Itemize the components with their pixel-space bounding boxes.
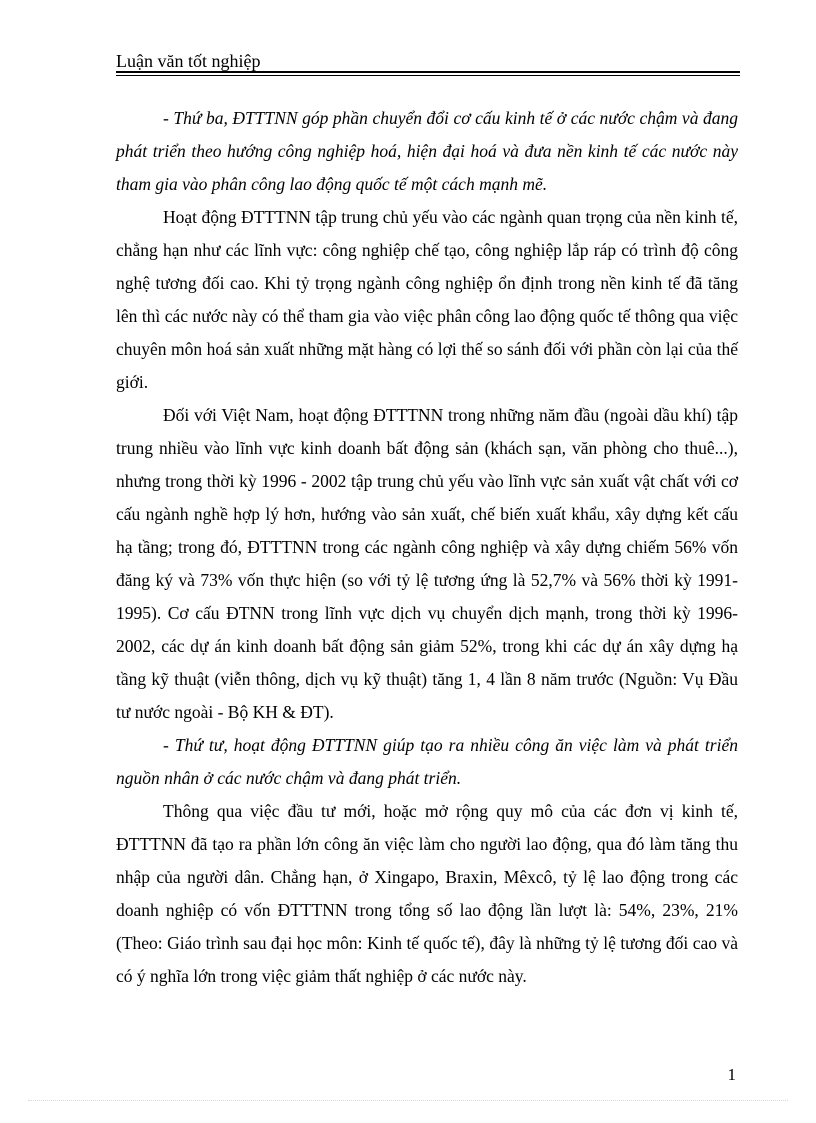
paragraph-third-point: - Thứ ba, ĐTTTNN góp phần chuyển đổi cơ cấu kinh tế ở các nước chậm và đang phát triển theo hướng công nghiệp hoá, hiện đại hoá và đưa nền kinh tế các nước này tham gia vào phân công lao động quốc tế một cách mạnh mẽ. — [116, 108, 738, 194]
paragraph-industry-focus: Hoạt động ĐTTTNN tập trung chủ yếu vào các ngành quan trọng của nền kinh tế, chẳng hạn như các lĩnh vực: công nghiệp chế tạo, công nghiệp lắp ráp có trình độ công nghệ tương đối cao. Khi tỷ trọng ngành công nghiệp ổn định trong nền kinh tế đã tăng lên thì các nước này có thể tham gia vào việc phân công lao động quốc tế thông qua việc chuyên môn hoá sản xuất những mặt hàng có lợi thế so sánh đối với phần còn lại của thế giới. — [116, 207, 738, 392]
header-title: Luận văn tốt nghiệp — [116, 51, 261, 71]
footer-divider — [28, 1100, 788, 1101]
paragraph-fourth-point: - Thứ tư, hoạt động ĐTTTNN giúp tạo ra nhiều công ăn việc làm và phát triển nguồn nhân ở các nước chậm và đang phát triển. — [116, 735, 738, 788]
header-rule-thick — [116, 71, 740, 73]
header-rule-thin — [116, 75, 740, 76]
page-header — [116, 50, 740, 74]
paragraph-vietnam: Đối với Việt Nam, hoạt động ĐTTTNN trong những năm đầu (ngoài dầu khí) tập trung nhiều vào lĩnh vực kinh doanh bất động sản (khách sạn, văn phòng cho thuê...), nhưng trong thời kỳ 1996 - 2002 tập trung chủ yếu vào lĩnh vực sản xuất vật chất với cơ cấu ngành nghề hợp lý hơn, hướng vào sản xuất, chế biến xuất khẩu, xây dựng kết cấu hạ tầng; trong đó, ĐTTTNN trong các ngành công nghiệp và xây dựng chiếm 56% vốn đăng ký và 73% vốn thực hiện (so với tỷ lệ tương ứng là 52,7% và 56% thời kỳ 1991-1995). Cơ cấu ĐTNN trong lĩnh vực dịch vụ chuyển dịch mạnh, trong thời kỳ 1996-2002, các dự án kinh doanh bất động sản giảm 52%, trong khi các dự án xây dựng hạ tầng kỹ thuật (viễn thông, dịch vụ kỹ thuật) tăng 1, 4 lần 8 năm trước (Nguồn: Vụ Đầu tư nước ngoài - Bộ KH & ĐT). — [116, 405, 738, 722]
paragraph-employment: Thông qua việc đầu tư mới, hoặc mở rộng quy mô của các đơn vị kinh tế, ĐTTTNN đã tạo ra phần lớn công ăn việc làm cho người lao động, qua đó làm tăng thu nhập của người dân. Chẳng hạn, ở Xingapo, Braxin, Mêxcô, tỷ lệ lao động trong các doanh nghiệp có vốn ĐTTTNN trong tổng số lao động lần lượt là: 54%, 23%, 21% (Theo: Giáo trình sau đại học môn: Kinh tế quốc tế), đây là những tỷ lệ tương đối cao và có ý nghĩa lớn trong việc giảm thất nghiệp ở các nước này. — [116, 801, 738, 986]
document-body — [116, 102, 738, 993]
page-number: 1 — [727, 1065, 736, 1084]
